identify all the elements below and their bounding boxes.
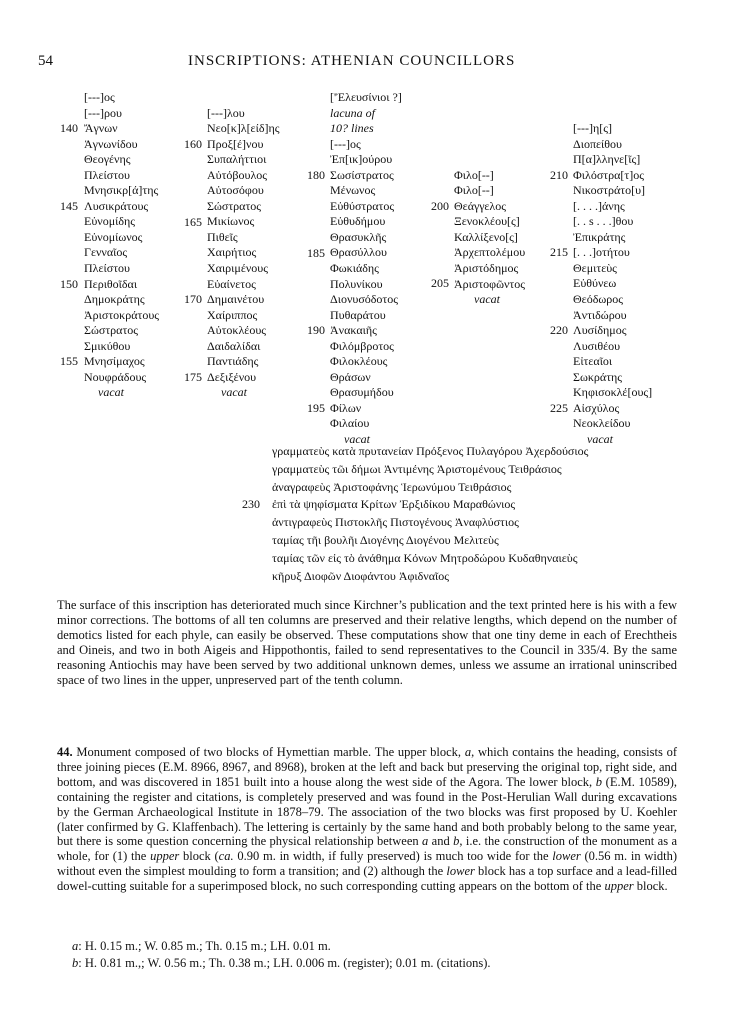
col4-line: Ἀριστόδημος [454,260,519,275]
entry-text: block ( [179,849,219,864]
citation-line: γραμματεὺς τῶι δήμωι Ἀντιμένης Ἀριστομένους Τειθράσιος [272,461,562,476]
col5-line: [. . .]οτήτου [573,245,630,260]
line-number: 160 [184,136,202,151]
col3-line: Πολυνίκου [330,276,383,291]
col4-line: Φιλο[--] [454,183,494,198]
col3-line: Θρασυκλῆς [330,229,387,244]
citation-line: ταμίας τῆι βουλῆι Διογένης Διογένου Μελιτεὺς [272,532,499,547]
col4-line: Θεάγγελος [454,198,507,213]
col5-vacat: vacat [587,431,613,446]
col4-vacat: vacat [474,292,500,307]
dimensions-b [72,955,491,971]
col3-line: Φίλων [330,400,362,415]
col1-line: Πλείστου [84,167,130,182]
col2-line: Νεο[κ]λ[είδ]ης [207,121,280,136]
block-b-label: b [595,774,603,789]
col2-line: Εὐαίνετος [207,276,256,291]
col2-line: Σώστρατος [207,198,262,213]
emphasis: upper [604,879,634,894]
col1-line: Γενναῖος [84,245,128,260]
line-number: 155 [60,354,78,368]
col1-line: [---]ος [84,90,115,104]
column-4 [454,168,525,308]
column-2 [207,106,280,401]
entry-text: block has a top surface and a lead-filled dowel-cutting suitable for a superimposed block, no such corresponding cutting appears on the bottom of the [57,864,677,894]
emphasis: lower [446,864,475,879]
col3-line: ['Ἐλευσίνιοι ?] [330,90,402,104]
col5-line: [. . s . . .]θου [573,214,634,229]
col5-line: Λυσιθέου [573,338,621,353]
col4-line: Ἀριστοφῶντος [454,276,525,291]
entry-text: (E.M. 10589), containing the register and citations, is completely preserved and was found in the Post-Herulian Wall during excavations by the German Archaeological Institute in 1878–79. The association of the two blocks was first proposed by U. Koehler (later confirmed by G. Klaffenbach). The lettering is certainly by the same hand and both probably belong to the same year, but there is some question concerning the physical relationship between [57,774,677,849]
entry-text: 0.90 m. in width, if fully preserved) is much too wide for the [233,849,553,864]
col1-line: Περιθοῖδαι [84,276,138,291]
col5-line: Θεμιτεὺς [573,260,617,275]
line-number: 165 [184,214,202,229]
col5-line: Εὐθύνεω [573,276,617,291]
col2-line: [---]λου [207,105,245,120]
col2-line: Δαιδαλίδαι [207,338,261,353]
citation-line: κῆρυξ Διοφῶν Διοφάντου Ἀφιδναῖος [272,568,449,583]
col5-line: Διοπείθου [573,136,622,151]
col5-line: [. . . .]άνης [573,198,625,213]
col3-line: Σωσίστρατος [330,167,394,182]
col1-line: [---]ρου [84,105,122,120]
column-1 [84,90,159,401]
col3-lacuna: lacuna of [330,105,375,120]
line-number: 205 [431,276,449,291]
col2-line: Προξ[έ]νου [207,136,264,151]
col1-line: Λυσικράτους [84,198,149,213]
citation-line: γραμματεὺς κατὰ πρυτανείαν Πρόξενος Πυλαγόρου Ἀχερδούσιος [272,444,589,458]
line-number: 195 [307,401,325,415]
col3-lacuna: 10? lines [330,121,374,136]
entry-text: , i.e. the construction of the monument as a whole, for (1) the [57,834,677,864]
col2-vacat: vacat [221,385,247,400]
line-number: 185 [307,245,325,260]
col3-line: Εὐθυδήμου [330,214,386,229]
entry-text: (0.56 m. in width) without even the simplest moulding to form a transition; and (2) although the [57,849,677,879]
col3-line: Θρασυμήδου [330,385,394,400]
line-number: 200 [431,198,449,213]
col3-line: Φιλόμβροτος [330,338,394,353]
col5-line: Αἰσχύλος [573,400,620,415]
col1-line: Νουφράδους [84,369,147,384]
col4-line: Φιλο[--] [454,167,494,182]
col5-line: Νεοκλείδου [573,416,631,431]
citation-line: ἀναγραφεὺς Ἀριστοφάνης Ἱερωνύμου Τειθράσιος [272,479,512,494]
col3-line: Φωκιάδης [330,261,379,276]
col1-line: Ἀριστοκράτους [84,307,160,322]
line-number: 190 [307,323,325,338]
col2-line: Πιθεῖς [207,229,238,244]
block-a-label: a [464,745,472,759]
col4-line: Καλλίξενο[ς] [454,229,518,244]
col5-line: Νικοστράτο[υ] [573,183,645,198]
col1-line: Μνησικρ[ά]της [84,183,159,198]
emphasis: upper [150,849,180,864]
col5-line: Λυσίδημος [573,323,627,338]
entry-number: 44. [57,745,73,759]
col1-line: Σμικύθου [84,338,131,353]
col1-line: Εὐνομίωνος [84,229,143,244]
citation-line: ἀντιγραφεὺς Πιστοκλῆς Πιστογένους Ἀναφλύστιος [272,515,519,530]
line-number: 175 [184,370,202,384]
col2-line: Παντιάδης [207,354,259,369]
dimensions-text: : H. 0.15 m.; W. 0.85 m.; Th. 0.15 m.; LH. 0.01 m. [78,939,331,953]
col5-line: Σωκράτης [573,369,623,384]
emphasis: ca. [218,849,234,864]
col3-line: Εὐθύστρατος [330,198,395,213]
col3-line: Μένωνος [330,183,376,198]
col5-line: Εἰτεαῖοι [573,354,613,369]
line-number: 230 [242,497,260,512]
col1-line: Ἄγνων [84,121,118,136]
col5-line: [---]η[ς] [573,121,612,135]
col3-line: Φιλαίου [330,416,370,431]
col3-line: Ἀνακαιῆς [330,323,377,338]
entry-44-paragraph [57,745,677,894]
entry-text: and [428,834,454,849]
col5-line: Ἀντιδώρου [573,307,627,322]
col3-line: Θράσων [330,369,371,384]
col1-line: Ἁγνωνίδου [84,136,138,151]
col5-line: Φιλόστρα[τ]ος [573,167,644,182]
citation-line [242,496,588,514]
col1-line: Θεογένης [84,152,131,167]
col4-line: Ἀρχεπτολέμου [454,245,526,260]
col2-line: Μικίωνος [207,214,255,229]
column-5 [573,121,652,447]
col1-vacat: vacat [98,385,124,400]
col5-line: Θεόδωρος [573,292,623,307]
commentary-paragraph: The surface of this inscription has deteriorated much since Kirchner’s publication and the text printed here is his with a few minor corrections. The bottoms of all ten columns are preserved and their relative lengths, which depend on the number of demotics listed for each phyle, can easily be observed. These computations show that one tiny deme in each of Erechtheis and Oineis, and two in both Aigeis and Hippothontis, failed to send representatives to the Council in 335/4. By the same reasoning Antiochis may have been served by two additional unknown demes, unless we assume an irrational uninscribed space of two lines in the upper, unpreserved part of the tenth column. [57,598,677,687]
line-number: 210 [550,167,568,182]
col2-line: Χαιρήτιος [207,245,257,260]
col3-line: [---]ος [330,136,361,151]
col3-line: Φιλοκλέους [330,354,388,369]
citation-line: ταμίας τῶν εἰς τὸ ἀνάθημα Κόνων Μητροδώρου Κυδαθηναιεὺς [272,550,578,565]
col2-line: Χαιριμένους [207,260,268,275]
col1-line: Δημοκράτης [84,292,145,307]
block-b-label: b [72,956,79,970]
col1-line: Πλείστου [84,261,130,276]
line-number: 140 [60,121,78,135]
line-number: 180 [307,167,325,182]
col2-line: Αὐτοσόφου [207,183,264,198]
dimensions-a [72,938,331,954]
col3-line: Θρασύλλου [330,245,387,260]
col1-line: Σώστρατος [84,323,139,338]
line-number: 170 [184,292,202,306]
col1-line: Μνησίμαχος [84,354,145,369]
col5-line: Π[α]λληνε[ῖς] [573,152,641,167]
running-title: INSCRIPTIONS: ATHENIAN COUNCILLORS [188,53,516,69]
col3-line: Ἐπ[ικ]ούρου [330,152,393,167]
col3-line: Πυθαράτου [330,307,386,322]
col1-line: Εὐνομίδης [84,214,136,229]
block-a-label: a [422,834,429,849]
col2-line: Δημαινέτου [207,292,265,307]
col3-line: Διονυσόδοτος [330,292,399,307]
line-number: 215 [550,245,568,260]
block-a-label: a [72,939,79,953]
line-number: 150 [60,277,78,291]
emphasis: lower [552,849,581,864]
citation-text: ἐπὶ τὰ ψηφίσματα Κρίτων Ἐρξιδίκου Μαραθώνιος [272,497,516,512]
block-b-label: b [453,834,460,849]
col3-vacat: vacat [344,432,370,447]
col2-line: Δεξιξένου [207,369,257,384]
col4-line: Ξενοκλέου[ς] [454,214,520,229]
line-number: 145 [60,199,78,213]
line-number: 220 [550,323,568,338]
col5-line: Ἐπικράτης [573,229,626,244]
citations-block [242,443,589,585]
entry-text: , which contains the heading, consists of three joining pieces (E.M. 8966, 8967, and 8968), broken at the left and back but preserving the original top, right side, and bottom, and was discovered in 1851 built into a house along the west side of the Agora. The lower block, [57,745,677,789]
col2-line: Συπαλήττιοι [207,152,267,167]
col2-line: Χαίριππος [207,307,258,322]
page-number: 54 [38,53,53,69]
column-3 [330,90,402,448]
line-number: 225 [550,400,568,415]
dimensions-text: : H. 0.81 m.,; W. 0.56 m.; Th. 0.38 m.; LH. 0.006 m. (register); 0.01 m. (citations). [78,956,491,970]
entry-text: block. [633,879,668,894]
col2-line: Αὐτοκλέους [207,323,267,338]
col2-line: Αὐτόβουλος [207,167,268,182]
col5-line: Κηφισοκλέ[ους] [573,385,653,400]
entry-text: Monument composed of two blocks of Hymettian marble. The upper block, [72,745,465,759]
